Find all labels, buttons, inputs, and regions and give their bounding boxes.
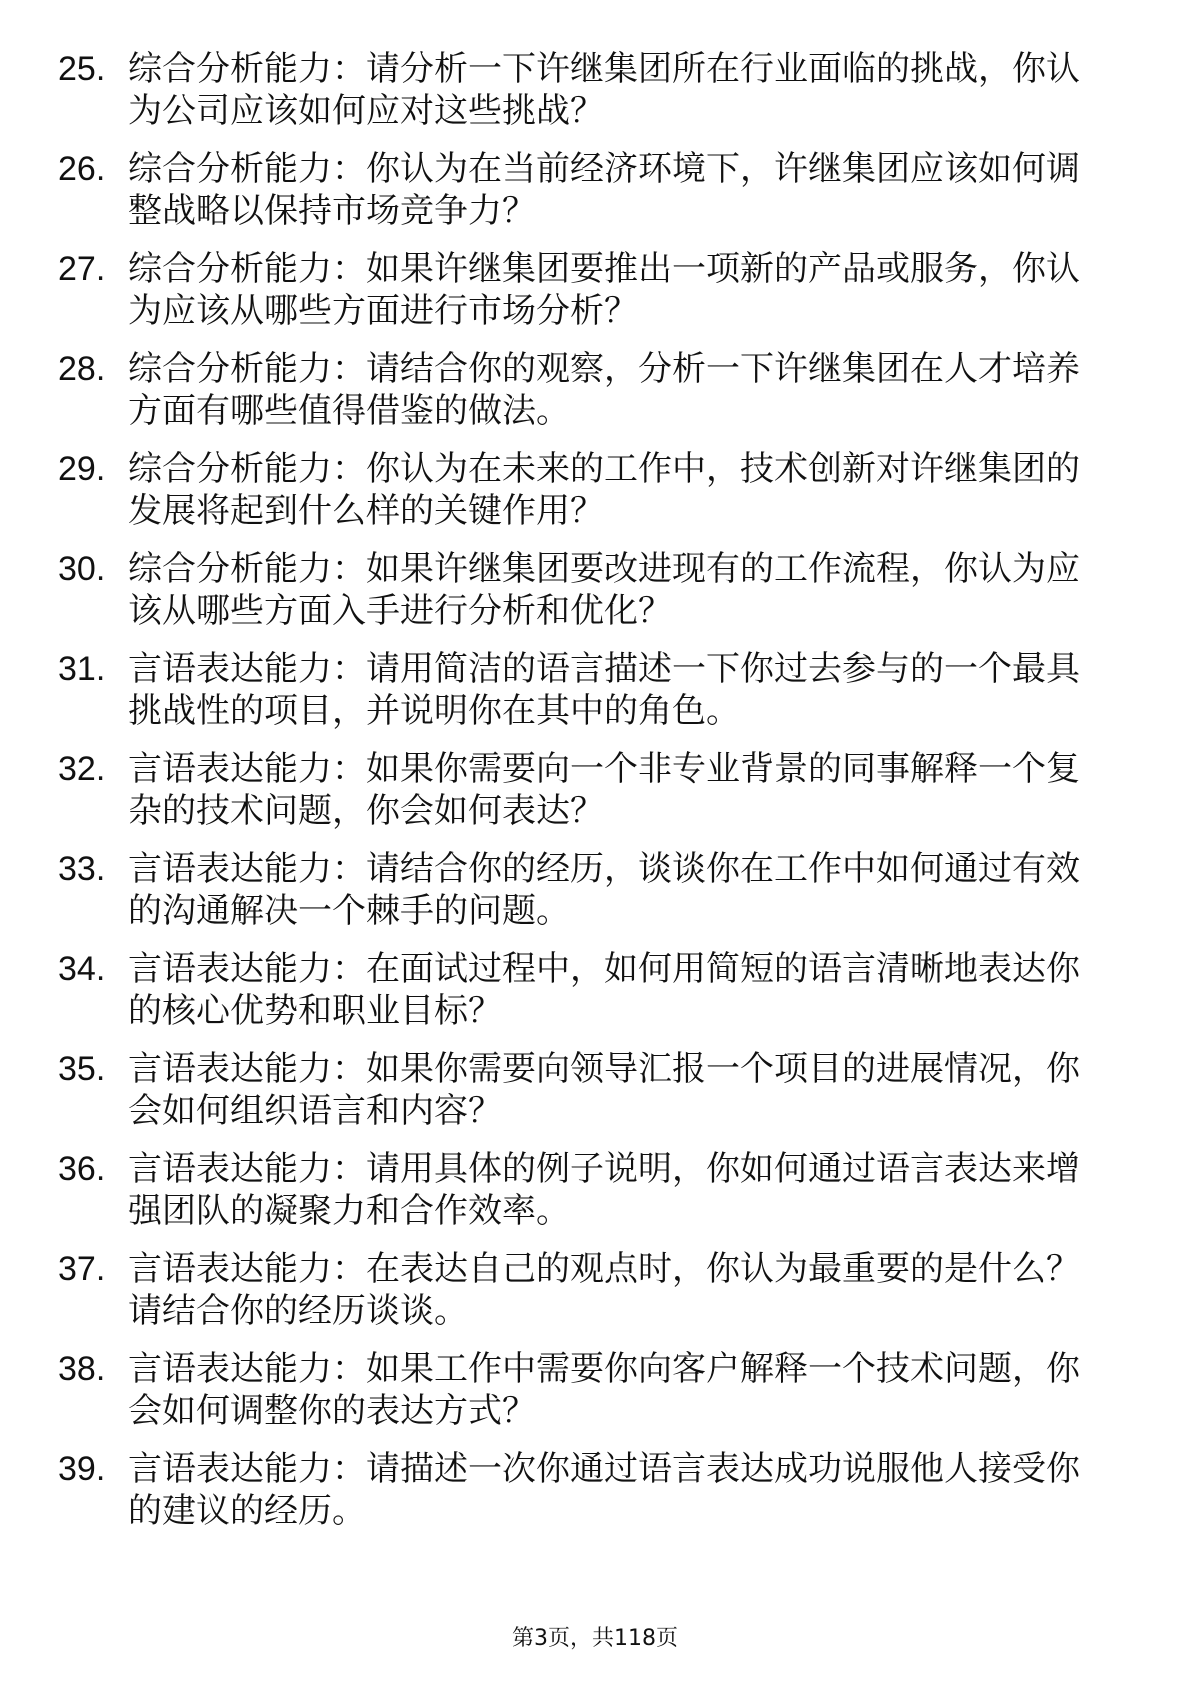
item-text: 言语表达能力：如果工作中需要你向客户解释一个技术问题，你会如何调整你的表达方式？ <box>128 1349 1080 1431</box>
item-number: 28. <box>58 350 106 388</box>
item-text: 言语表达能力：请用简洁的语言描述一下你过去参与的一个最具挑战性的项目，并说明你在其中的角色。 <box>128 649 1080 731</box>
item-number: 29. <box>58 450 106 488</box>
item-text: 言语表达能力：如果你需要向领导汇报一个项目的进展情况，你会如何组织语言和内容？ <box>128 1049 1080 1131</box>
item-number: 34. <box>58 950 106 988</box>
question-list <box>58 48 1118 1588</box>
list-item <box>58 248 1118 332</box>
list-item <box>58 848 1118 932</box>
list-item <box>58 48 1118 132</box>
item-text: 言语表达能力：在面试过程中，如何用简短的语言清晰地表达你的核心优势和职业目标？ <box>128 949 1080 1031</box>
item-number: 38. <box>58 1350 106 1388</box>
list-item <box>58 148 1118 232</box>
list-item <box>58 348 1118 432</box>
item-text: 综合分析能力：请结合你的观察，分析一下许继集团在人才培养方面有哪些值得借鉴的做法。 <box>128 349 1080 431</box>
item-text: 言语表达能力：在表达自己的观点时，你认为最重要的是什么？请结合你的经历谈谈。 <box>128 1249 1080 1331</box>
item-number: 39. <box>58 1450 106 1488</box>
list-item <box>58 1148 1118 1232</box>
item-text: 综合分析能力：请分析一下许继集团所在行业面临的挑战，你认为公司应该如何应对这些挑战？ <box>128 49 1080 131</box>
item-number: 30. <box>58 550 106 588</box>
list-item <box>58 1348 1118 1432</box>
item-text: 言语表达能力：如果你需要向一个非专业背景的同事解释一个复杂的技术问题，你会如何表达？ <box>128 749 1080 831</box>
item-number: 26. <box>58 150 106 188</box>
item-number: 32. <box>58 750 106 788</box>
item-text: 综合分析能力：如果许继集团要改进现有的工作流程，你认为应该从哪些方面入手进行分析和优化？ <box>128 549 1080 631</box>
item-number: 25. <box>58 50 106 88</box>
item-text: 言语表达能力：请用具体的例子说明，你如何通过语言表达来增强团队的凝聚力和合作效率。 <box>128 1149 1080 1231</box>
item-text: 言语表达能力：请描述一次你通过语言表达成功说服他人接受你的建议的经历。 <box>128 1449 1080 1531</box>
item-number: 37. <box>58 1250 106 1288</box>
item-text: 综合分析能力：你认为在当前经济环境下，许继集团应该如何调整战略以保持市场竞争力？ <box>128 149 1080 231</box>
list-item <box>58 1248 1118 1332</box>
list-item <box>58 548 1118 632</box>
list-item <box>58 948 1118 1032</box>
item-number: 35. <box>58 1050 106 1088</box>
item-number: 31. <box>58 650 106 688</box>
list-item <box>58 448 1118 532</box>
item-number: 27. <box>58 250 106 288</box>
list-item <box>58 1048 1118 1132</box>
list-item <box>58 648 1118 732</box>
list-item <box>58 748 1118 832</box>
item-text: 言语表达能力：请结合你的经历，谈谈你在工作中如何通过有效的沟通解决一个棘手的问题。 <box>128 849 1080 931</box>
item-text: 综合分析能力：你认为在未来的工作中，技术创新对许继集团的发展将起到什么样的关键作用？ <box>128 449 1080 531</box>
item-number: 36. <box>58 1150 106 1188</box>
item-number: 33. <box>58 850 106 888</box>
list-item <box>58 1448 1118 1532</box>
page-footer: 第3页，共118页 <box>512 1626 678 1651</box>
item-text: 综合分析能力：如果许继集团要推出一项新的产品或服务，你认为应该从哪些方面进行市场分析？ <box>128 249 1080 331</box>
